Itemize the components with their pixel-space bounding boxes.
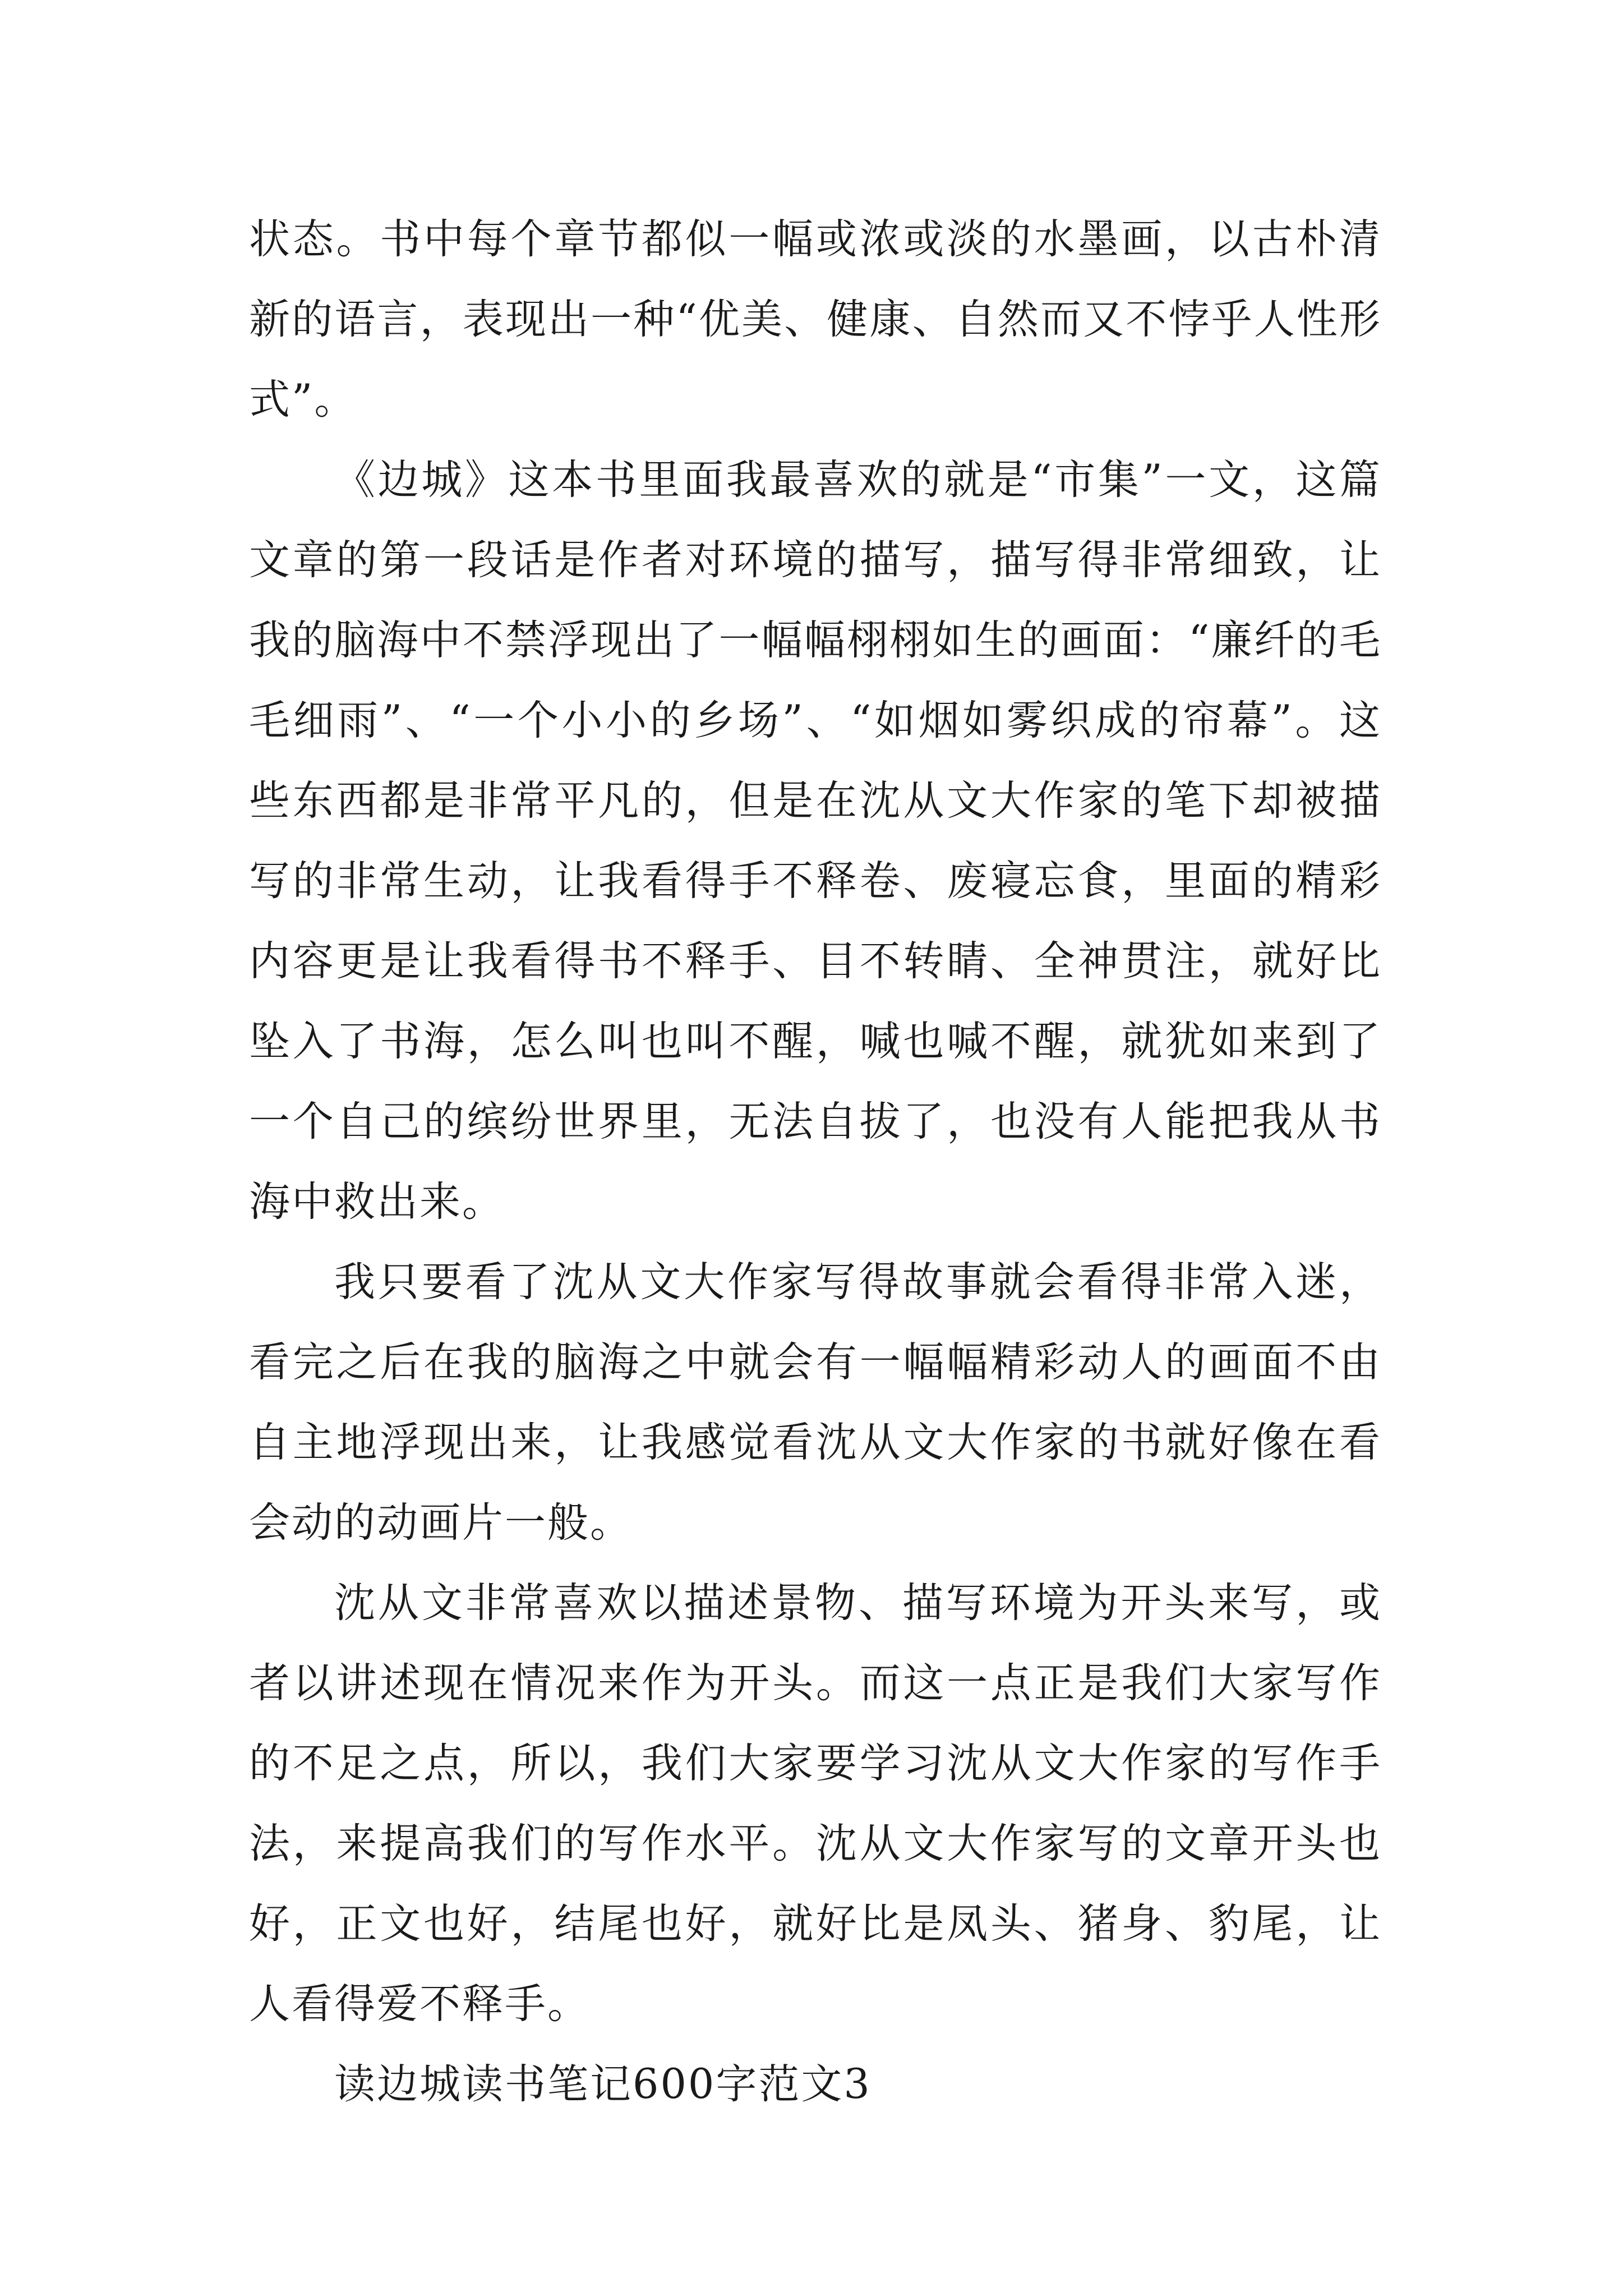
paragraph-fascination: 我只要看了沈从文大作家写得故事就会看得非常入迷，看完之后在我的脑海之中就会有一幅幅精彩动人的画面不由自主地浮现出来，让我感觉看沈从文大作家的书就好像在看会动的动画片一般。	[249, 1258, 1382, 1547]
paragraph-writing-style: 沈从文非常喜欢以描述景物、描写环境为开头来写，或者以讲述现在情况来作为开头。而这一点正是我们大家写作的不足之点，所以，我们大家要学习沈从文大作家的写作手法，来提高我们的写作水平。沈从文大作家写的文章开头也好，正文也好，结尾也好，就好比是凤头、猪身、豹尾，让人看得爱不释手。	[249, 1579, 1382, 2028]
paragraph-market-chapter: 《边城》这本书里面我最喜欢的就是“市集”一文，这篇文章的第一段话是作者对环境的描写，描写得非常细致，让我的脑海中不禁浮现出了一幅幅栩栩如生的画面：“廉纤的毛毛细雨”、“一个小小的乡场”、“如烟如雾织成的帘幕”。这些东西都是非常平凡的，但是在沈从文大作家的笔下却被描写的非常生动，让我看得手不释卷、废寝忘食，里面的精彩内容更是让我看得书不释手、目不转睛、全神贯注，就好比坠入了书海，怎么叫也叫不醒，喊也喊不醒，就犹如来到了一个自己的缤纷世界里，无法自拔了，也没有人能把我从书海中救出来。	[249, 456, 1382, 1226]
document-body	[249, 199, 1382, 2124]
section-heading: 读边城读书笔记600字范文3	[334, 2060, 872, 2108]
paragraph-continuation: 状态。书中每个章节都似一幅或浓或淡的水墨画，以古朴清新的语言，表现出一种“优美、健康、自然而又不悖乎人性形式”。	[249, 215, 1382, 424]
